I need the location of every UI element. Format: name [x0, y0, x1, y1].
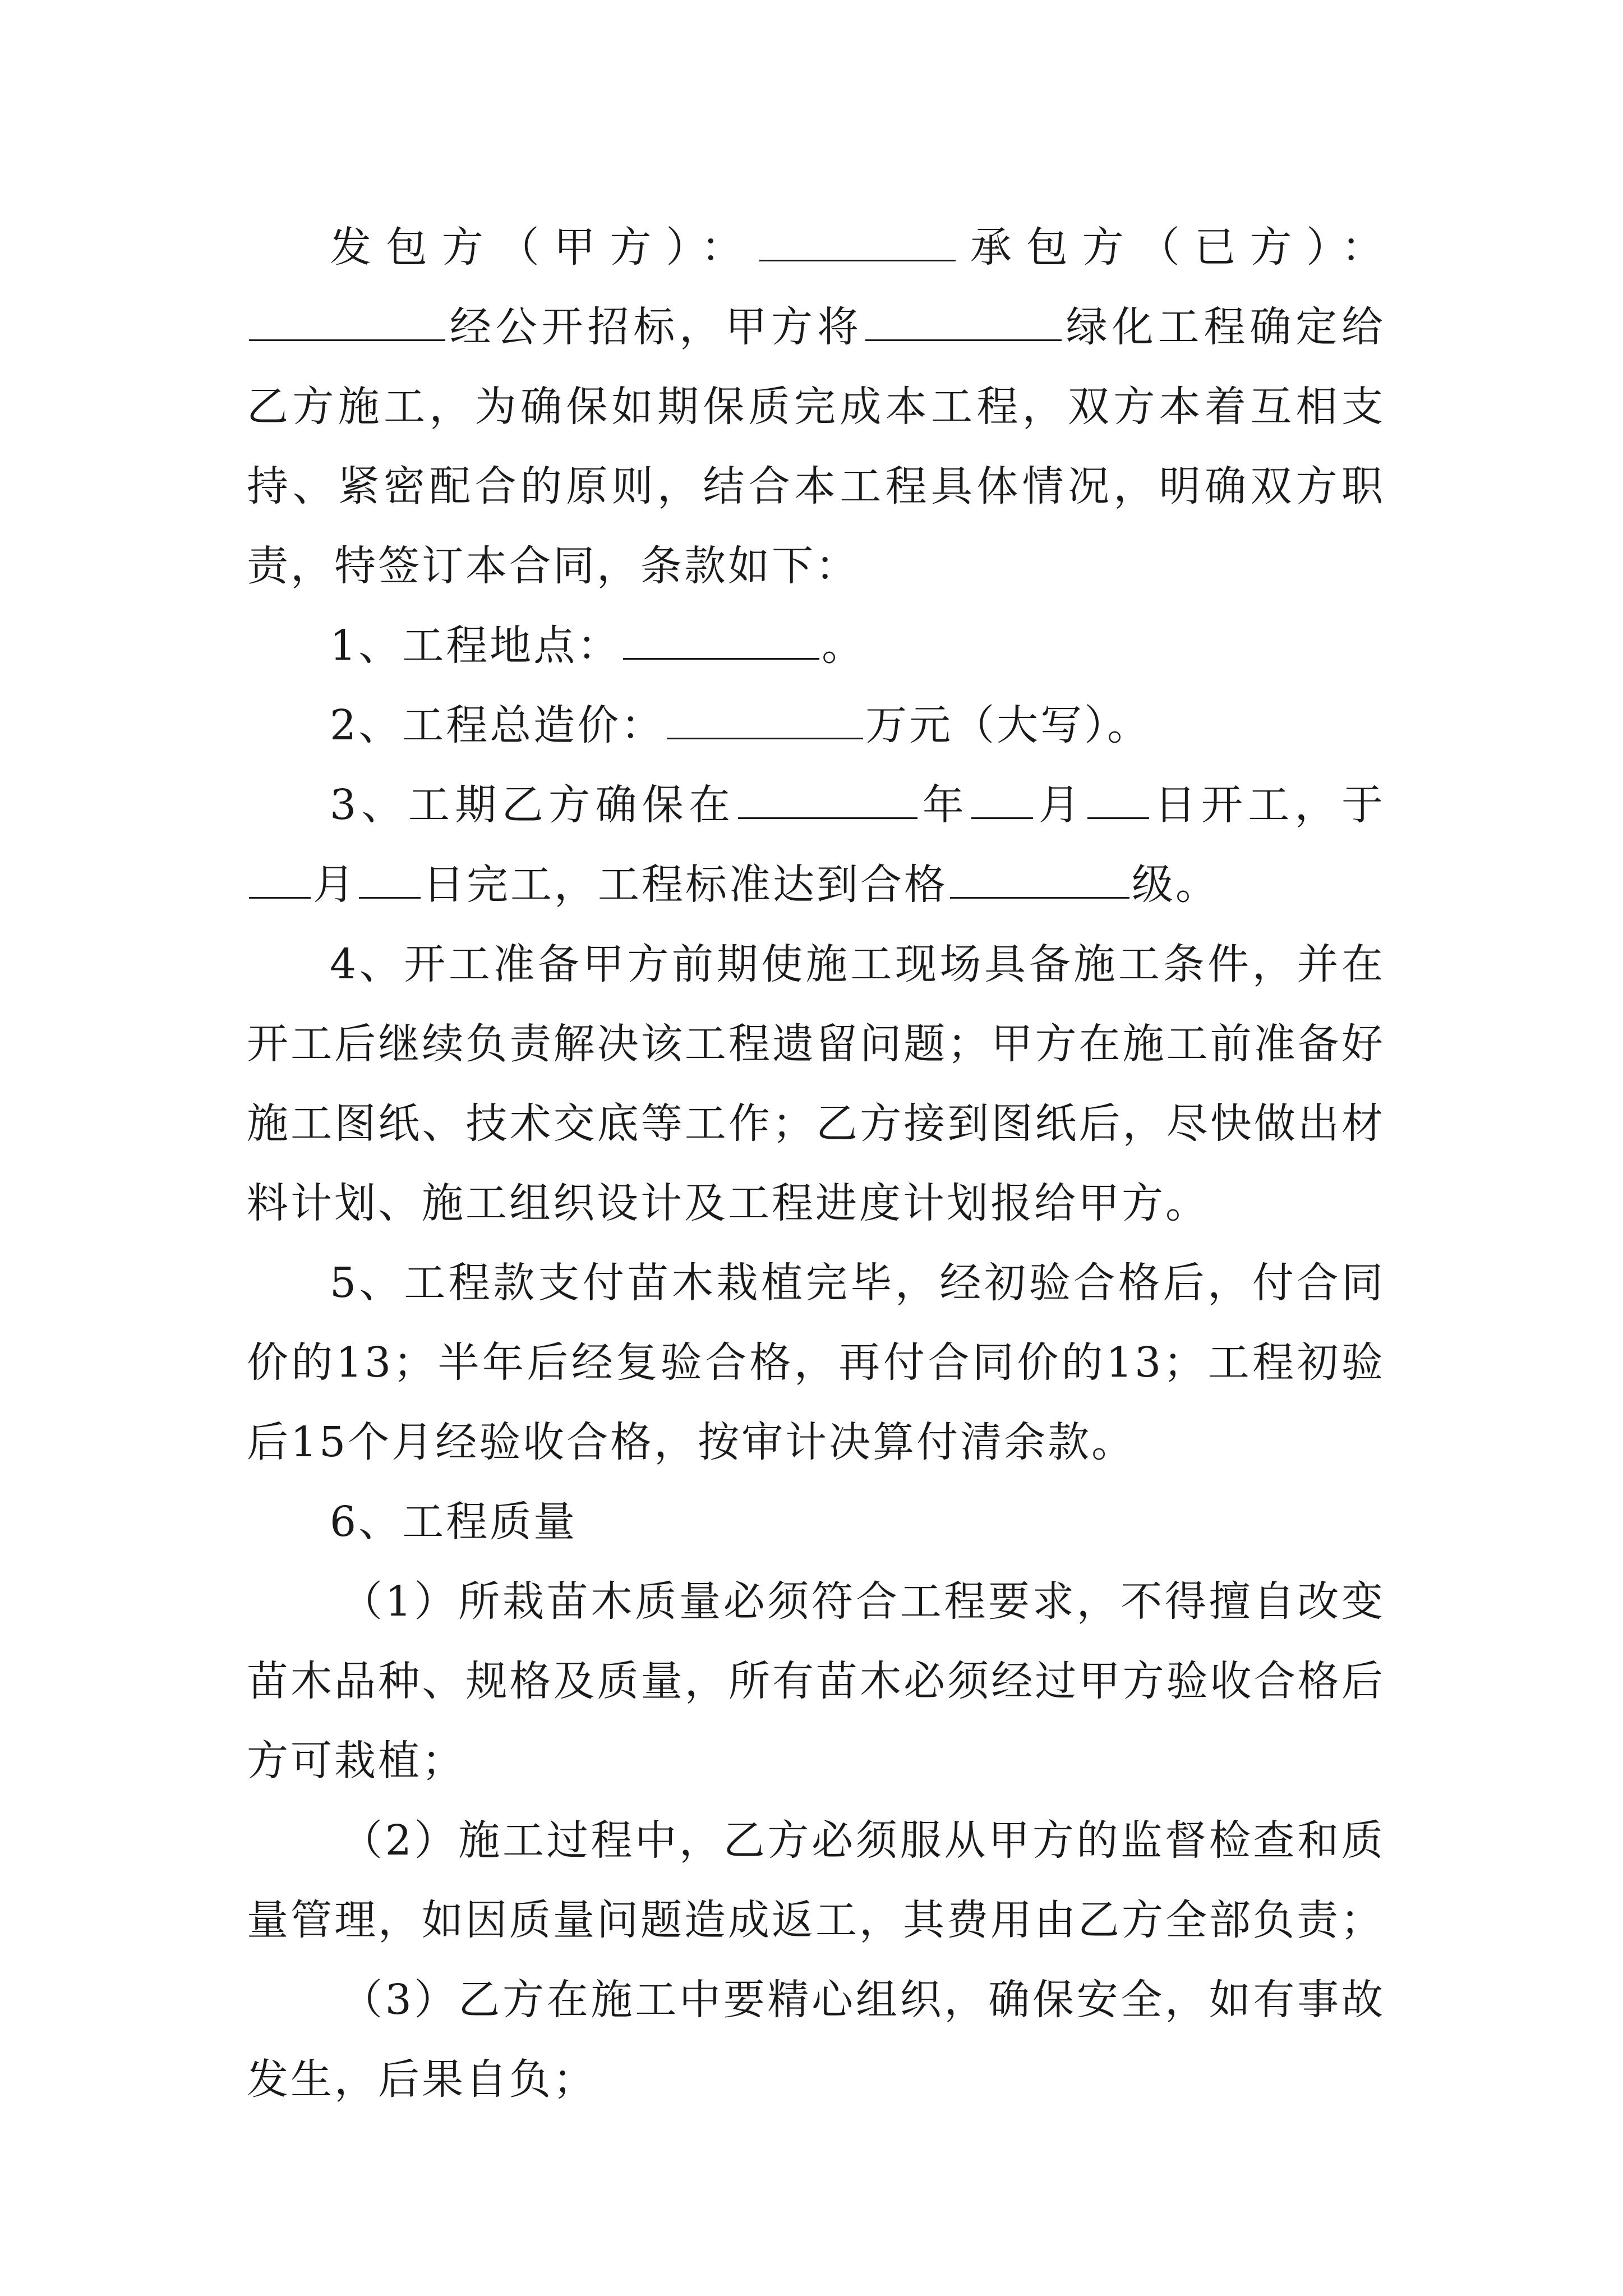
clause-3-end: 级。 [1132, 861, 1219, 909]
contract-body [247, 208, 1385, 2119]
clause-6-sub-2: （2）施工过程中，乙方必须服从甲方的监督检查和质量管理，如因质量问题造成返工，其费用由乙方全部负责； [247, 1816, 1385, 1944]
party-b-blank [249, 300, 445, 341]
clause-3-label: 3、工期乙方确保在 [330, 781, 736, 829]
party-a-blank [759, 220, 956, 261]
clause-2-label: 2、工程总造价： [330, 701, 665, 749]
clause-1-location [247, 606, 1385, 685]
grade-blank [950, 858, 1129, 899]
end-day-blank [359, 858, 421, 899]
start-month-blank [971, 778, 1033, 819]
start-label: 日开工，于 [1151, 781, 1386, 829]
intro-text-lead: 经公开招标，甲方将 [448, 303, 863, 351]
location-blank [623, 619, 819, 660]
clause-2-cost [247, 685, 1385, 765]
clause-6-sub-1: （1）所栽苗木质量必须符合工程要求，不得擅自改变苗木品种、规格及质量，所有苗木必须经过甲方验收合格后方可栽植； [247, 1577, 1385, 1785]
clause-2-end: 万元（大写）。 [865, 701, 1151, 749]
start-day-blank [1087, 778, 1149, 819]
clause-1-end: 。 [822, 622, 866, 670]
project-name-blank [865, 300, 1062, 341]
party-a-label: 发包方（甲方）： [330, 223, 757, 272]
finish-label: 日完工，工程标准达到合格 [423, 861, 948, 909]
clause-1-label: 1、工程地点： [330, 622, 621, 670]
party-b-label: 承包方（已方）： [958, 223, 1385, 272]
start-year-blank [738, 778, 917, 819]
clause-4-preparation: 4、开工准备甲方前期使施工现场具备施工条件，并在开工后继续负责解决该工程遗留问题；甲方在施工前准备好施工图纸、技术交底等工作；乙方接到图纸后，尽快做出材料计划、施工组织设计及工程进度计划报给甲方。 [247, 940, 1385, 1227]
cost-blank [667, 698, 863, 739]
end-month-blank [249, 858, 311, 899]
clause-3-schedule [247, 765, 1385, 924]
clause-6-sub-3: （3）乙方在施工中要精心组织，确保安全，如有事故发生，后果自负； [247, 1976, 1385, 2104]
month-label: 月 [1035, 781, 1086, 829]
contract-intro [247, 208, 1385, 606]
month2-label: 月 [313, 861, 357, 909]
intro-text: 绿化工程确定给乙方施工，为确保如期保质完成本工程，双方本着互相支持、紧密配合的原则，结合本工程具体情况，明确双方职责，特签订本合同，条款如下： [247, 303, 1386, 590]
year-label: 年 [919, 781, 970, 829]
clause-6-title: 6、工程质量 [330, 1498, 578, 1546]
clause-5-payment: 5、工程款支付苗木栽植完毕，经初验合格后，付合同价的13；半年后经复验合格，再付合同价的13；工程初验后15个月经验收合格，按审计决算付清余款。 [247, 1259, 1385, 1466]
